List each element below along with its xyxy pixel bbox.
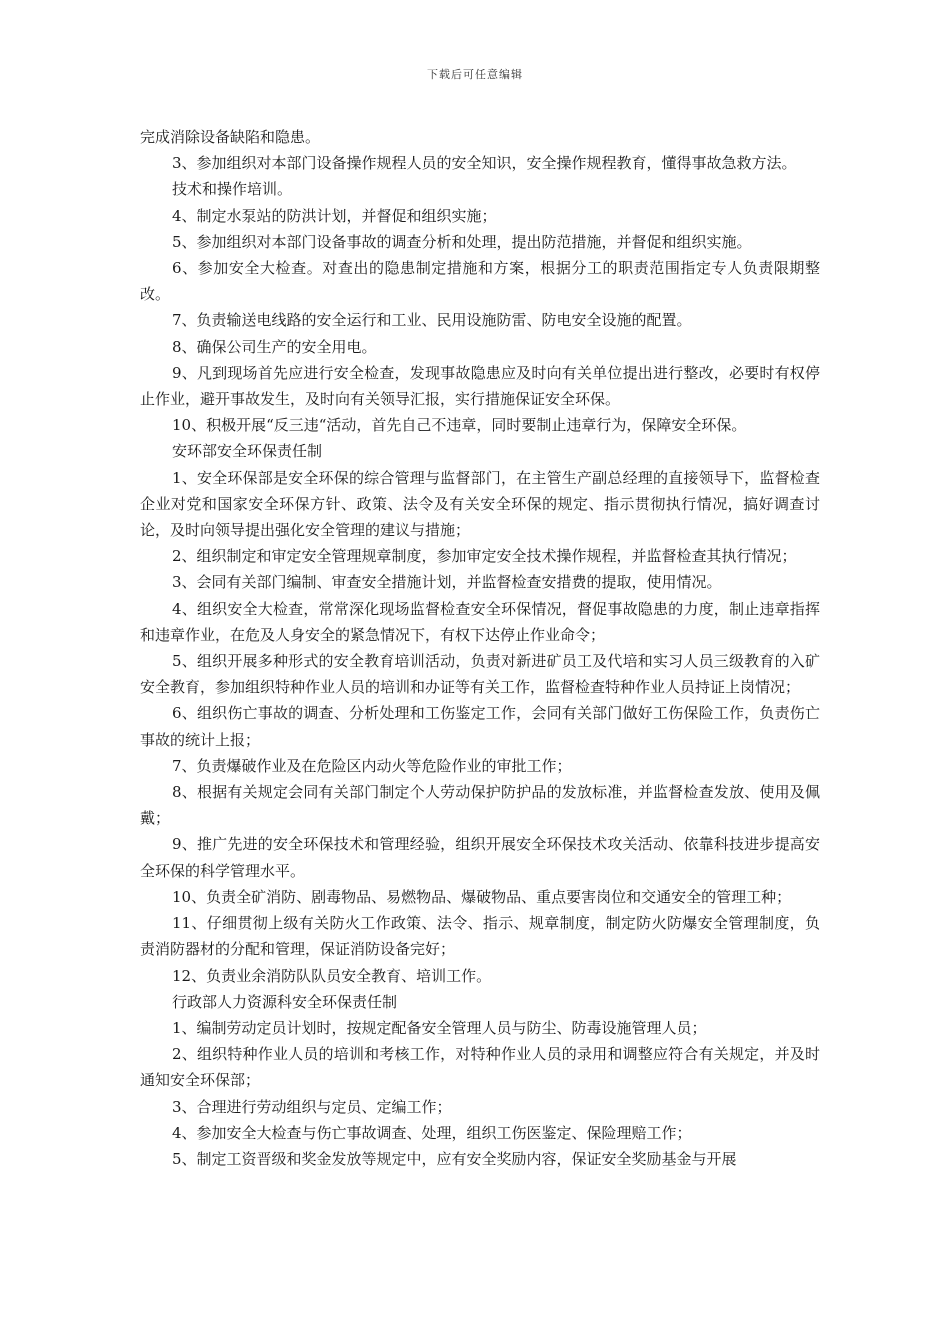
paragraph: 10、积极开展“反三违“活动，首先自己不违章，同时要制止违章行为，保障安全环保。 [172,416,747,435]
paragraph: 3、参加组织对本部门设备操作规程人员的安全知识，安全操作规程教育，懂得事故急救方法。 [172,154,797,173]
paragraph: 安环部安全环保责任制 [172,442,323,461]
paragraph: 8、确保公司生产的安全用电。 [172,337,377,356]
paragraph: 4、参加安全大检查与伤亡事故调查、处理，组织工伤医鉴定、保险理赔工作； [172,1123,692,1142]
paragraph: 9、推广先进的安全环保技术和管理经验，组织开展安全环保技术攻关活动、依靠科技进步提高安全环保的科学管理水平。 [140,835,820,880]
paragraph: 10、负责全矿消防、剧毒物品、易燃物品、爆破物品、重点要害岗位和交通安全的管理工种； [172,887,792,906]
paragraph: 8、根据有关规定会同有关部门制定个人劳动保护防护品的发放标准，并监督检查发放、使用及佩戴； [140,783,820,828]
document-body [140,124,820,1172]
paragraph: 2、组织制定和审定安全管理规章制度，参加审定安全技术操作规程，并监督检查其执行情况； [172,547,797,566]
paragraph: 5、参加组织对本部门设备事故的调查分析和处理，提出防范措施，并督促和组织实施。 [172,232,752,251]
paragraph: 6、组织伤亡事故的调查、分析处理和工伤鉴定工作，会同有关部门做好工伤保险工作，负责伤亡事故的统计上报； [140,704,820,749]
page-header: 下载后可任意编辑 [427,68,523,81]
paragraph: 2、组织特种作业人员的培训和考核工作，对特种作业人员的录用和调整应符合有关规定，并及时通知安全环保部； [140,1045,820,1090]
paragraph: 7、负责爆破作业及在危险区内动火等危险作业的审批工作； [172,756,572,775]
paragraph: 5、制定工资晋级和奖金发放等规定中，应有安全奖励内容，保证安全奖励基金与开展 [172,1149,737,1168]
paragraph: 12、负责业余消防队队员安全教育、培训工作。 [172,966,492,985]
paragraph: 3、会同有关部门编制、审查安全措施计划，并监督检查安措费的提取，使用情况。 [172,573,722,592]
paragraph: 3、合理进行劳动组织与定员、定编工作； [172,1097,452,1116]
paragraph: 4、制定水泵站的防洪计划，并督促和组织实施； [172,206,497,225]
paragraph: 7、负责输送电线路的安全运行和工业、民用设施防雷、防电安全设施的配置。 [172,311,692,330]
paragraph: 完成消除设备缺陷和隐患。 [140,128,321,146]
paragraph: 6、参加安全大检查。对查出的隐患制定措施和方案，根据分工的职责范围指定专人负责限期整改。 [140,259,820,304]
paragraph: 9、凡到现场首先应进行安全检查，发现事故隐患应及时向有关单位提出进行整改，必要时有权停止作业，避开事故发生，及时向有关领导汇报，实行措施保证安全环保。 [140,363,820,409]
paragraph: 行政部人力资源科安全环保责任制 [172,992,398,1011]
paragraph: 1、编制劳动定员计划时，按规定配备安全管理人员与防尘、防毒设施管理人员； [172,1018,707,1037]
paragraph: 11、仔细贯彻上级有关防火工作政策、法令、指示、规章制度，制定防火防爆安全管理制度，负责消防器材的分配和管理，保证消防设备完好； [140,914,820,959]
paragraph: 1、安全环保部是安全环保的综合管理与监督部门，在主管生产副总经理的直接领导下，监督检查企业对党和国家安全环保方针、政策、法令及有关安全环保的规定、指示贯彻执行情况，搞好调查讨论，及时向领导提出强化安全管理的建议与措施； [140,468,820,540]
paragraph: 5、组织开展多种形式的安全教育培训活动，负责对新进矿员工及代培和实习人员三级教育的入矿安全教育，参加组织特种作业人员的培训和办证等有关工作，监督检查特种作业人员持证上岗情况； [140,652,820,697]
paragraph: 4、组织安全大检查，常常深化现场监督检查安全环保情况，督促事故隐患的力度，制止违章指挥和违章作业，在危及人身安全的紧急情况下，有权下达停止作业命令； [140,599,820,644]
paragraph: 技术和操作培训。 [172,180,293,199]
